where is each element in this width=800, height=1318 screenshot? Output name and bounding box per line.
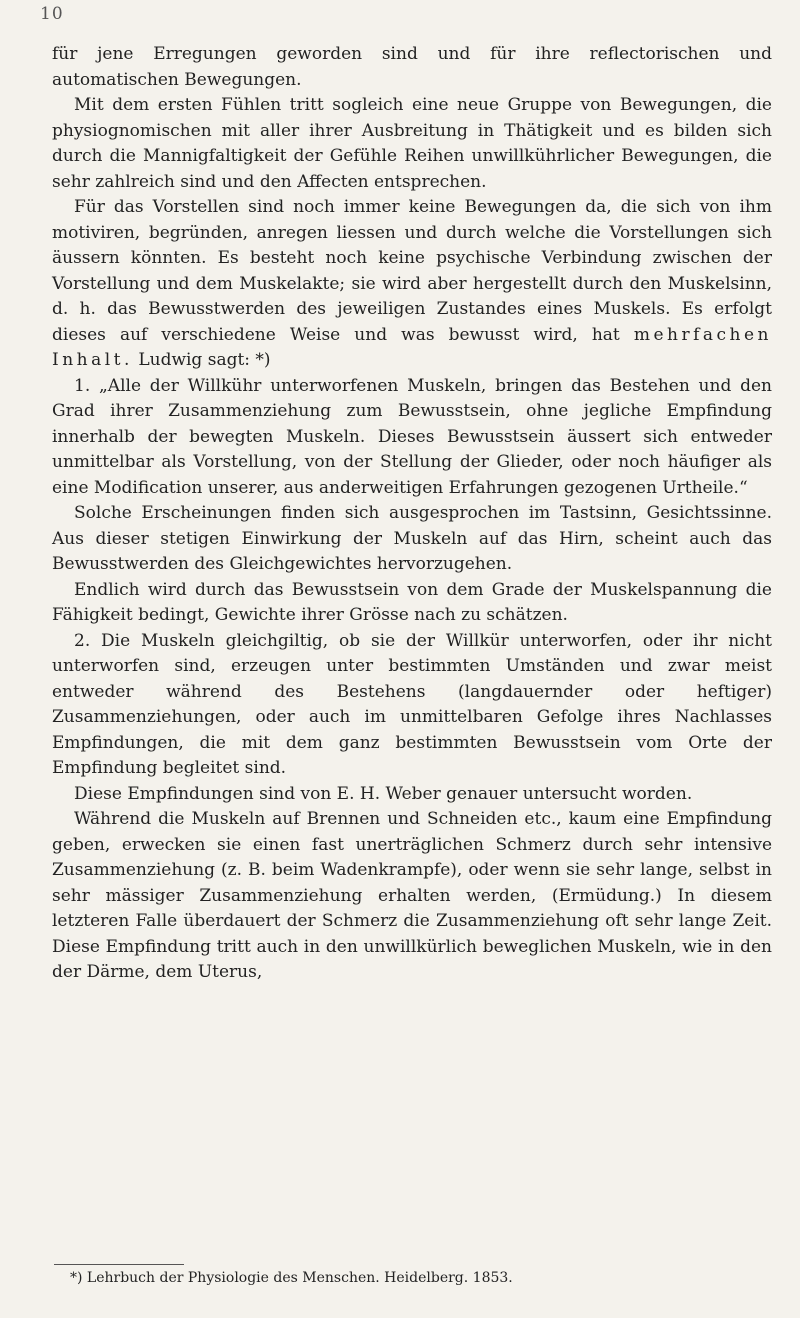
paragraph-2: Mit dem ersten Fühlen tritt sogleich eine neue Gruppe von Bewegungen, die physiognomischen mit aller ihrer Ausbreitung in Thätigkeit und es bilden sich durch die Mannigfaltigkeit der Gefühle Reihen unwillkührlicher Bewegungen, die sehr zahlreich sind und den Affecten entsprechen. [52, 95, 772, 192]
paragraph-8: Diese Empfindungen sind von E. H. Weber genauer untersucht worden. [74, 783, 693, 804]
paragraph-6: Endlich wird durch das Bewusstsein von dem Grade der Muskelspannung die Fähigkeit bedingt, Gewichte ihrer Grösse nach zu schätzen. [52, 579, 772, 625]
footnote: *) Lehrbuch der Physiologie des Menschen. Heidelberg. 1853. [70, 1270, 513, 1286]
footnote-rule [54, 1264, 184, 1265]
emphasis-mehrfachen-inhalt: mehrfachen Inhalt. [52, 324, 772, 370]
paragraph-1: für jene Erregungen geworden sind und für ihre reflectorischen und automatischen Bewegungen. [52, 44, 772, 90]
page-number: 10 [40, 4, 64, 24]
paragraph-3 [52, 195, 772, 374]
paragraph-5: Solche Erscheinungen finden sich ausgesprochen im Tastsinn, Gesichtssinne. Aus dieser stetigen Einwirkung der Muskeln auf das Hirn, scheint auch das Bewusstwerden des Gleichgewichtes hervorzugehen. [52, 503, 772, 574]
body-text [52, 42, 772, 986]
paragraph-9: Während die Muskeln auf Brennen und Schneiden etc., kaum eine Empfindung geben, erwecken sie einen fast unerträglichen Schmerz durch sehr intensive Zusammenziehung (z. B. beim Wadenkrampfe), oder wenn sie sehr lange, selbst in sehr mässiger Zusammenziehung erhalten werden, (Ermüdung.) In diesem letzteren Falle überdauert der Schmerz die Zusammenziehung oft sehr lange Zeit. Diese Empfindung tritt auch in den unwillkürlich beweglichen Muskeln, wie in den der Därme, dem Uterus, [52, 809, 772, 982]
paragraph-3-text: Für das Vorstellen sind noch immer keine Bewegungen da, die sich von ihm motiviren, begründen, anregen liessen und durch welche die Vorstellungen sich äussern könnten. Es besteht noch keine psychische Verbindung zwischen der Vorstellung und dem Muskelakte; sie wird aber hergestellt durch den Muskelsinn, d. h. das Bewusstwerden des jeweiligen Zustandes eines Muskels. Es erfolgt dieses auf verschiedene Weise und was bewusst wird, hat [52, 197, 772, 345]
paragraph-4: 1. „Alle der Willkühr unterworfenen Muskeln, bringen das Bestehen und den Grad ihrer Zusammenziehung zum Bewusstsein, ohne jegliche Empfindung innerhalb der bewegten Muskeln. Dieses Bewusstsein äussert sich entweder unmittelbar als Vorstellung, von der Stellung der Glieder, oder noch häufiger als eine Modification unserer, aus anderweitigen Erfahrungen gezogenen Urtheile.“ [52, 375, 772, 498]
paragraph-7: 2. Die Muskeln gleichgiltig, ob sie der Willkür unterworfen, oder ihr nicht unterworfen sind, erzeugen unter bestimmten Umständen und zwar meist entweder während des Bestehens (langdauernder oder heftiger) Zusammenziehungen, oder auch im unmittelbaren Gefolge ihres Nachlasses Empfindungen, die mit dem ganz bestimmten Bewusstsein vom Orte der Empfindung begleitet sind. [52, 630, 772, 778]
paragraph-3-tail: Ludwig sagt: *) [138, 350, 271, 370]
